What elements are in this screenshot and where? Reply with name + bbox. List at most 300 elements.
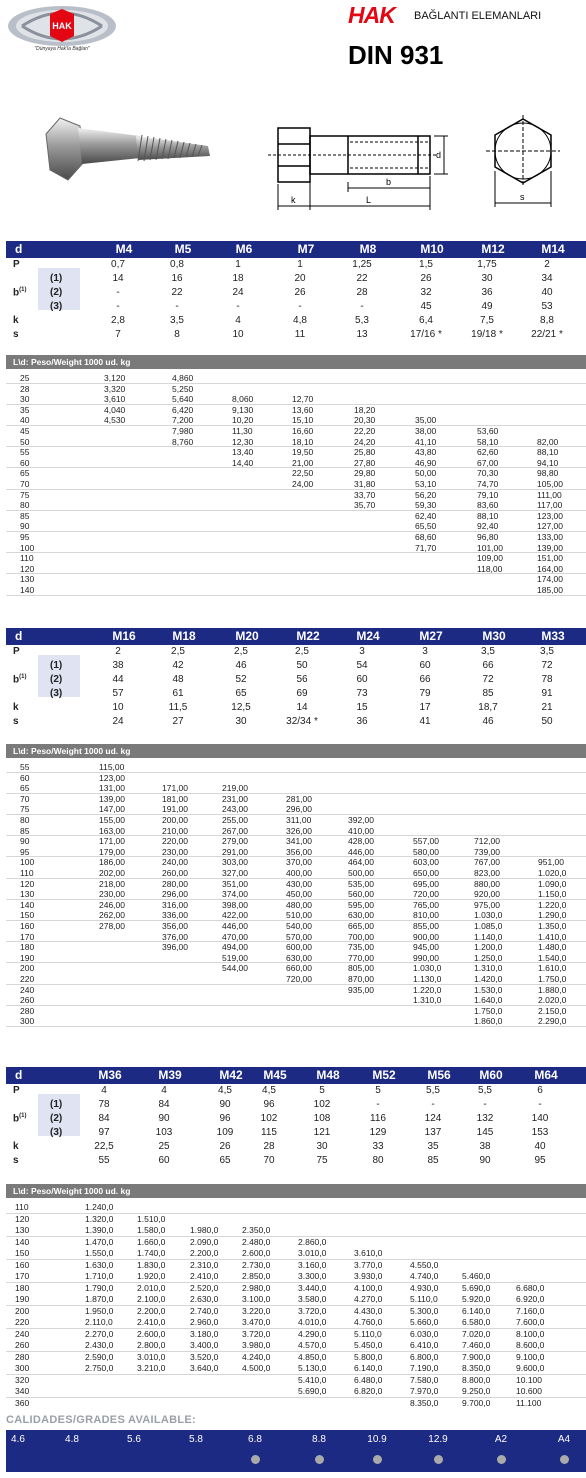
weight-value: 3.770,0	[354, 1259, 383, 1270]
weight-value: 7.190,0	[410, 1363, 439, 1373]
weight-value: 1.640,0	[474, 995, 503, 1006]
weight-value: 109,00	[477, 553, 503, 564]
weight-value: 1.870,0	[85, 1294, 114, 1304]
t1-cell: 34	[541, 273, 553, 284]
t3-cell: 22,5	[94, 1141, 114, 1152]
weight-value: 12,30	[232, 436, 254, 447]
t3-cell: 95	[534, 1155, 546, 1166]
weight-value: 7.160,0	[516, 1305, 545, 1316]
weight-value: 1.220,0	[413, 984, 442, 995]
size-header: M24	[356, 629, 380, 643]
weight-value: 8.350,0	[462, 1363, 491, 1373]
weight-value: 3,610	[104, 394, 126, 405]
row-label-b1: (1)	[50, 660, 63, 671]
weight-value: 720,00	[286, 974, 312, 984]
t2-cell: 56	[296, 674, 308, 685]
weight-value: 155,00	[99, 815, 125, 825]
weight-value: 735,00	[348, 942, 374, 953]
t2-cell: 10	[112, 702, 124, 713]
grade-label: 10.9	[367, 1434, 387, 1445]
weight-value: 6.140,0	[354, 1363, 383, 1373]
length-value: 25	[20, 373, 30, 383]
weight-value: 1.740,0	[137, 1248, 166, 1258]
weight-value: 29,80	[354, 468, 376, 479]
row-label-s: s	[13, 329, 19, 340]
t2-cell: 3	[422, 646, 428, 657]
weight-value: 10.100	[516, 1374, 542, 1385]
weight-value: 7.460,0	[462, 1340, 491, 1350]
weight-value: 945,00	[413, 942, 439, 953]
row-label-b-sup: (1)	[19, 674, 27, 680]
length-value: 90	[20, 521, 30, 532]
weight-value: 510,00	[286, 910, 312, 921]
weight-value: 7,200	[172, 415, 194, 426]
t3-cell: 132	[476, 1113, 494, 1124]
grade-available-dot	[497, 1455, 506, 1464]
t1-cell: 6,4	[419, 315, 433, 326]
t2-cell: 79	[419, 688, 431, 699]
length-value: 140	[15, 1236, 30, 1247]
weight-value: 1.480,0	[538, 942, 567, 953]
weight-value: 279,00	[222, 836, 248, 847]
t2-cell: 2,5	[171, 646, 185, 657]
weight-value: 88,10	[537, 447, 559, 458]
weight-value: 765,00	[413, 899, 439, 910]
weight-value: 1.085,0	[474, 921, 503, 931]
weight-value: 3.300,0	[298, 1271, 327, 1281]
weight-value: 2.980,0	[242, 1282, 271, 1293]
weight-value: 5.300,0	[410, 1305, 439, 1316]
weight-value: 262,00	[99, 910, 125, 921]
weight-value: 6,420	[172, 404, 194, 415]
length-value: 110	[20, 868, 34, 878]
weight-value: 38,00	[415, 426, 437, 436]
row-label-b1: (1)	[50, 273, 63, 284]
t3-cell: 4	[161, 1085, 167, 1096]
length-value: 280	[15, 1351, 30, 1362]
weight-value: 6.480,0	[354, 1374, 383, 1385]
weight-value: 33,70	[354, 489, 376, 500]
t2-cell: 91	[541, 688, 553, 699]
size-header: M18	[172, 629, 196, 643]
weight-value: 327,00	[222, 868, 248, 878]
weight-value: 595,00	[348, 899, 374, 910]
t2-cell: 3,5	[481, 646, 495, 657]
t3-cell: 55	[98, 1155, 110, 1166]
weight-value: 4.100,0	[354, 1282, 383, 1293]
weight-value: 5.660,0	[410, 1317, 439, 1327]
weight-value: 186,00	[99, 857, 125, 868]
weight-value: 296,00	[162, 889, 188, 900]
weight-value: 2.270,0	[85, 1328, 114, 1339]
weight-value: 1.950,0	[85, 1305, 114, 1316]
t2-cell: 12,5	[231, 702, 251, 713]
t2-cell: 54	[356, 660, 368, 671]
t1-cell: 2	[544, 259, 550, 270]
weight-value: 464,00	[348, 857, 374, 868]
weight-value: 975,00	[474, 899, 500, 910]
weight-value: 4.270,0	[354, 1294, 383, 1304]
weight-value: 139,00	[537, 542, 563, 553]
t2-cell: 18,7	[478, 702, 498, 713]
weight-value: 1.420,0	[474, 974, 503, 984]
weight-value: 79,10	[477, 489, 499, 500]
dim-b: b	[386, 177, 392, 187]
weight-value: 3.640,0	[190, 1363, 219, 1373]
bolt-dimension-drawing	[258, 112, 448, 217]
t3-cell: 60	[158, 1155, 170, 1166]
weight-value: 870,00	[348, 974, 374, 984]
weight-value: 570,00	[286, 931, 312, 942]
length-value: 75	[20, 804, 30, 815]
weight-value: 9.250,0	[462, 1386, 491, 1396]
size-header: M56	[427, 1068, 451, 1082]
length-value: 190	[20, 952, 35, 963]
weight-value: 1.090,0	[538, 878, 567, 889]
size-header-label: d	[15, 242, 23, 256]
weight-value: 3.980,0	[242, 1340, 271, 1350]
weight-value: 123,00	[537, 510, 563, 521]
weight-value: 6.030,0	[410, 1328, 439, 1339]
t3-cell: 4,5	[262, 1085, 276, 1096]
weight-value: 341,00	[286, 836, 312, 847]
weight-value: 27,80	[354, 457, 376, 468]
weight-value: 21,00	[292, 457, 314, 468]
t3-cell: 109	[216, 1127, 234, 1138]
length-value: 300	[20, 1016, 35, 1027]
weight-value: 1.530,0	[474, 984, 503, 995]
weight-value: 240,00	[162, 857, 188, 868]
t3-cell: 70	[263, 1155, 275, 1166]
weight-value: 7.600,0	[516, 1317, 545, 1327]
weight-value: 376,00	[162, 931, 188, 942]
weight-value: 603,00	[413, 857, 439, 868]
length-value: 85	[20, 825, 30, 836]
t2-cell: 46	[482, 716, 494, 727]
t3-cell: 116	[370, 1113, 386, 1124]
t1-cell: -	[175, 301, 179, 312]
t3-cell: 65	[219, 1155, 231, 1166]
grades-title: CALIDADES/GRADES AVAILABLE:	[6, 1414, 197, 1426]
weight-value: 1.240,0	[85, 1202, 114, 1212]
weight-value: 2.290,0	[538, 1016, 567, 1027]
t1-cell: 4,8	[293, 315, 307, 326]
weight-value: 4.930,0	[410, 1282, 439, 1293]
t2-cell: 36	[356, 716, 368, 727]
t3-cell: 90	[479, 1155, 491, 1166]
weight-value: 7.580,0	[410, 1374, 439, 1385]
weight-value: 24,20	[354, 436, 376, 447]
t3-cell: 40	[534, 1141, 546, 1152]
weight-value: 296,00	[286, 804, 312, 815]
company-logo	[6, 4, 118, 62]
row-label-k: k	[13, 1141, 19, 1152]
t2-cell: 60	[419, 660, 431, 671]
dim-d: d	[436, 150, 442, 160]
weight-value: 557,00	[413, 836, 439, 847]
size-header: M39	[158, 1068, 182, 1082]
weight-value: 2.730,0	[242, 1259, 271, 1270]
t3-cell: 6	[537, 1085, 543, 1096]
weight-value: 41,10	[415, 436, 437, 447]
t1-cell: 53	[541, 301, 553, 312]
t2-cell: 66	[482, 660, 494, 671]
weight-value: 470,00	[222, 931, 248, 942]
dim-L: L	[366, 195, 372, 205]
t1-cell: 14	[112, 273, 124, 284]
weight-value: 11,30	[232, 426, 253, 436]
weight-value: 53,60	[477, 426, 499, 436]
weight-value: 1.610,0	[538, 963, 567, 974]
t2-cell: 44	[112, 674, 124, 685]
weight-value: 4.550,0	[410, 1259, 439, 1270]
length-value: 85	[20, 510, 30, 521]
weight-value: 4.010,0	[298, 1317, 327, 1327]
weight-value: 7.020,0	[462, 1328, 491, 1339]
length-value: 170	[15, 1271, 30, 1281]
length-value: 55	[20, 762, 30, 772]
weight-value: 53,10	[415, 479, 437, 489]
row-label-s: s	[13, 716, 19, 727]
weight-value: 111,00	[537, 489, 562, 500]
t1-cell: 22	[171, 287, 183, 298]
t1-cell: 10	[232, 329, 244, 340]
weight-value: 4.850,0	[298, 1351, 327, 1362]
weight-value: 3.520,0	[190, 1351, 219, 1362]
weight-value: 200,00	[162, 815, 188, 825]
weight-value: 6.140,0	[462, 1305, 491, 1316]
row-label-k: k	[13, 702, 19, 713]
length-value: 60	[20, 457, 30, 468]
t1-cell: 1	[297, 259, 303, 270]
t3-cell: -	[431, 1099, 435, 1110]
weight-value: 174,00	[537, 574, 563, 585]
t3-cell: 85	[427, 1155, 439, 1166]
weight-value: 700,00	[348, 931, 374, 942]
weight-value: 9.600,0	[516, 1363, 545, 1373]
t1-cell: 16	[171, 273, 183, 284]
weight-value: 3.720,0	[242, 1328, 271, 1339]
t3-cell: -	[376, 1099, 380, 1110]
t3-cell: 84	[98, 1113, 110, 1124]
length-value: 100	[20, 857, 35, 868]
t3-cell: 124	[424, 1113, 442, 1124]
length-value: 130	[20, 889, 35, 900]
grade-label: 5.8	[189, 1434, 203, 1445]
weight-value: 3.610,0	[354, 1248, 383, 1258]
length-value: 70	[20, 793, 30, 804]
weight-value: 22,20	[354, 426, 376, 436]
weight-value: 1.830,0	[137, 1259, 166, 1270]
length-value: 65	[20, 468, 30, 479]
weight-value: 805,00	[348, 963, 374, 974]
weight-value: 8,760	[172, 436, 194, 447]
weight-value: 1.710,0	[85, 1271, 114, 1281]
weight-value: 267,00	[222, 825, 248, 836]
weight-value: 2.860,0	[298, 1236, 327, 1247]
weight-value: 1.030,0	[413, 963, 442, 974]
row-divider	[6, 510, 586, 511]
weight-value: 281,00	[286, 793, 312, 804]
weight-value: 2.520,0	[190, 1282, 219, 1293]
weight-value: 3.580,0	[298, 1294, 327, 1304]
weight-value: 2.310,0	[190, 1259, 219, 1270]
t2-cell: 66	[419, 674, 431, 685]
t1-cell: 20	[294, 273, 306, 284]
grade-label: 12.9	[428, 1434, 448, 1445]
length-value: 260	[20, 995, 35, 1006]
length-value: 28	[20, 383, 30, 394]
t1-cell: 26	[420, 273, 432, 284]
t1-cell: 18	[232, 273, 244, 284]
length-value: 70	[20, 479, 30, 489]
row-label-b2: (2)	[50, 674, 63, 685]
t3-cell: 137	[424, 1127, 442, 1138]
t2-cell: 2,5	[295, 646, 309, 657]
weight-value: 5,250	[172, 383, 194, 394]
t2-cell: 27	[172, 716, 184, 727]
weight-value: 2.410,0	[137, 1317, 166, 1327]
weight-value: 1.540,0	[538, 952, 567, 963]
t1-cell: 49	[481, 301, 493, 312]
weight-value: 1.350,0	[538, 921, 567, 931]
t1-cell: 2,8	[111, 315, 125, 326]
weight-value: 1.410,0	[538, 931, 567, 942]
size-header: M5	[174, 242, 192, 256]
weight-value: 139,00	[99, 793, 125, 804]
weight-value: 255,00	[222, 815, 248, 825]
size-header-label: d	[15, 629, 23, 643]
t2-cell: 78	[541, 674, 553, 685]
weight-value: 5.920,0	[462, 1294, 491, 1304]
length-value: 60	[20, 772, 30, 783]
weight-value: 2.350,0	[242, 1225, 271, 1235]
row-divider	[6, 383, 586, 384]
weight-value: 951,00	[538, 857, 564, 868]
weight-value: 9.100,0	[516, 1351, 545, 1362]
weight-value: 147,00	[99, 804, 125, 815]
weight-value: 8,060	[232, 394, 254, 405]
weight-value: 823,00	[474, 868, 500, 878]
size-header: M14	[541, 242, 565, 256]
t3-cell: 80	[372, 1155, 384, 1166]
length-value: 200	[15, 1305, 30, 1316]
t3-cell: 5	[375, 1085, 381, 1096]
weight-value: 580,00	[413, 846, 439, 857]
weight-value: 2.200,0	[190, 1248, 219, 1258]
weight-value: 3.160,0	[298, 1259, 327, 1270]
t2-cell: 3,5	[540, 646, 554, 657]
row-divider	[6, 772, 586, 773]
t3-cell: 30	[316, 1141, 328, 1152]
t3-header-row	[6, 1067, 586, 1084]
weight-value: 5.460,0	[462, 1271, 491, 1281]
t1-cell: 8	[174, 329, 180, 340]
t3-cell: 90	[158, 1113, 170, 1124]
w2-weight-bar: L\d: Peso/Weight 1000 ud. kg	[6, 744, 586, 758]
weight-value: 6.410,0	[410, 1340, 439, 1350]
weight-value: 127,00	[537, 521, 563, 532]
weight-value: 3.930,0	[354, 1271, 383, 1281]
t2-cell: 2	[115, 646, 121, 657]
weight-value: 544,00	[222, 963, 248, 974]
t3-cell: 129	[369, 1127, 387, 1138]
weight-value: 3,320	[104, 383, 126, 394]
row-label-b2: (2)	[50, 287, 63, 298]
weight-value: 6.580,0	[462, 1317, 491, 1327]
length-value: 140	[20, 899, 35, 910]
t3-cell: 5,5	[478, 1085, 492, 1096]
weight-value: 2.850,0	[242, 1271, 271, 1281]
weight-value: 1.030,0	[474, 910, 503, 921]
t1-cell: 7,5	[480, 315, 494, 326]
weight-value: 3.210,0	[137, 1363, 166, 1373]
t2-cell: 72	[541, 660, 553, 671]
weight-value: 151,00	[537, 553, 563, 564]
weight-value: 770,00	[348, 952, 374, 963]
weight-value: 560,00	[348, 889, 374, 900]
size-header: M16	[112, 629, 136, 643]
length-value: 180	[20, 942, 35, 953]
weight-value: 4,530	[104, 415, 126, 426]
weight-value: 94,10	[537, 457, 559, 468]
row-label-b: $b^{(1)}$	[13, 674, 27, 686]
weight-value: 7.970,0	[410, 1386, 439, 1396]
weight-value: 3.100,0	[242, 1294, 271, 1304]
weight-value: 82,00	[537, 436, 559, 447]
weight-value: 1.550,0	[85, 1248, 114, 1258]
row-label-b: $b^{(1)}$	[13, 287, 27, 299]
grade-label: 4.8	[65, 1434, 79, 1445]
weight-value: 62,60	[477, 447, 499, 458]
weight-value: 24,00	[292, 479, 314, 489]
size-header: M10	[420, 242, 444, 256]
weight-value: 720,00	[413, 889, 439, 900]
weight-value: 231,00	[222, 793, 248, 804]
t1-cell: -	[116, 287, 120, 298]
length-value: 180	[15, 1282, 30, 1293]
weight-value: 1.320,0	[85, 1213, 114, 1224]
t3-cell: 78	[98, 1099, 110, 1110]
weight-value: 218,00	[99, 878, 125, 889]
weight-value: 4.740,0	[410, 1271, 439, 1281]
t2-cell: 57	[112, 688, 124, 699]
size-header: M4	[115, 242, 133, 256]
weight-value: 16,60	[292, 426, 314, 436]
weight-value: 291,00	[222, 846, 248, 857]
length-value: 75	[20, 489, 30, 500]
weight-value: 326,00	[286, 825, 312, 836]
weight-value: 8.800,0	[462, 1374, 491, 1385]
row-label-P: P	[13, 1085, 20, 1096]
grade-label: 5.6	[127, 1434, 141, 1445]
t1-cell: 0,8	[170, 259, 184, 270]
weight-value: 92,40	[477, 521, 499, 532]
weight-value: 1.250,0	[474, 952, 503, 963]
weight-value: 25,80	[354, 447, 376, 458]
length-value: 50	[20, 436, 30, 447]
t2-cell: 65	[235, 688, 247, 699]
weight-value: 5.450,0	[354, 1340, 383, 1350]
weight-value: 494,00	[222, 942, 248, 953]
weight-value: 428,00	[348, 836, 374, 847]
size-header: M60	[479, 1068, 503, 1082]
weight-value: 374,00	[222, 889, 248, 900]
weight-value: 83,60	[477, 500, 499, 511]
weight-value: 4.430,0	[354, 1305, 383, 1316]
slogan: "Dünyaya Hak'la Bağlan"	[34, 46, 90, 52]
t2-cell: 30	[235, 716, 247, 727]
